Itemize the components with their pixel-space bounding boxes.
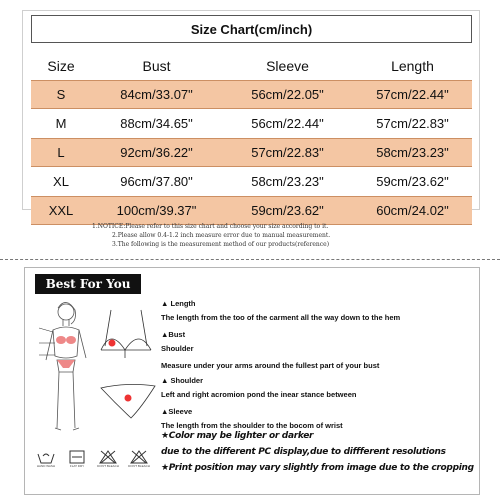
table-row [31, 167, 472, 196]
size-table [31, 51, 472, 225]
flat-dry-icon: FLAT DRY [64, 450, 90, 469]
measure-desc-length: The length from the too of the carment all the way down to the hem [161, 313, 401, 322]
measure-desc-sleeve: The length from the shoulder to the bocom of wrist [161, 421, 343, 430]
notice-line: 3.The following is the measurement method of our products(reference) [112, 241, 330, 248]
measure-heading-bust: ▲Bust [161, 330, 186, 339]
table-row [31, 109, 472, 138]
header-bust: Bust [142, 57, 171, 74]
size-chart-title: Size Chart(cm/inch) [31, 15, 472, 43]
sleeve-cell: 56cm/22.44" [251, 116, 324, 131]
size-chart [22, 10, 480, 218]
length-cell: 60cm/24.02" [376, 203, 449, 218]
measurement-guide [24, 267, 480, 495]
divider [0, 259, 500, 260]
header-length: Length [391, 57, 434, 74]
care-icons [33, 450, 152, 469]
sleeve-cell: 58cm/23.23" [251, 174, 324, 189]
size-cell: M [55, 116, 67, 131]
header-sleeve: Sleeve [266, 57, 309, 74]
size-cell: S [56, 87, 66, 102]
bust-cell: 84cm/33.07" [120, 87, 193, 102]
hand-wash-icon: HAND WASH [33, 450, 59, 469]
note-line: due to the different PC display,due to diffferent resolutions [161, 447, 446, 457]
best-for-you-label: Best For You [35, 274, 141, 294]
length-cell: 57cm/22.44" [376, 87, 449, 102]
measure-bust-instruction: Measure under your arms around the fullest part of your bust [161, 361, 380, 370]
length-cell: 58cm/23.23" [376, 145, 449, 160]
length-cell: 59cm/23.62" [376, 174, 449, 189]
measure-heading-shoulder: ▲ Shoulder [161, 376, 204, 385]
measure-heading-sleeve: ▲Sleeve [161, 407, 193, 416]
table-row [31, 138, 472, 167]
size-cell: XXL [48, 203, 74, 218]
length-cell: 57cm/22.83" [376, 116, 449, 131]
table-row [31, 80, 472, 109]
no-bleach-icon: DON'T BLEACH [126, 450, 152, 469]
bust-cell: 88cm/34.65" [120, 116, 193, 131]
notice-line: 1.NOTICE:Please refer to this size chart and choose your size according to it. [92, 223, 329, 230]
bust-cell: 100cm/39.37" [116, 203, 197, 218]
bust-cell: 92cm/36.22" [120, 145, 193, 160]
color-print-notes [161, 428, 479, 476]
bust-cell: 96cm/37.80" [120, 174, 193, 189]
sleeve-cell: 57cm/22.83" [251, 145, 324, 160]
measurement-list [161, 294, 477, 437]
table-row [31, 196, 472, 225]
note-line: ★Print position may vary slightly from image due to the cropping [161, 463, 474, 473]
table-header-row [31, 51, 472, 80]
size-cell: XL [53, 174, 69, 189]
note-line: ★Color may be lighter or darker [161, 431, 314, 441]
notice-line: 2.Please allow 0.4-1.2 inch measure error due to manual measurement. [112, 232, 331, 239]
size-cell: L [57, 145, 65, 160]
sleeve-cell: 56cm/22.05" [251, 87, 324, 102]
no-bleach-icon: DON'T BLEACH [95, 450, 121, 469]
header-size: Size [47, 57, 75, 74]
measure-heading-length: ▲ Length [161, 299, 196, 308]
measurement-figure-illustration [31, 298, 159, 448]
measure-desc-bust: Shoulder [161, 344, 194, 353]
measure-desc-shoulder: Left and right acromion pond the inear stance between [161, 390, 357, 399]
notice-text [22, 222, 480, 249]
sleeve-cell: 59cm/23.62" [251, 203, 324, 218]
